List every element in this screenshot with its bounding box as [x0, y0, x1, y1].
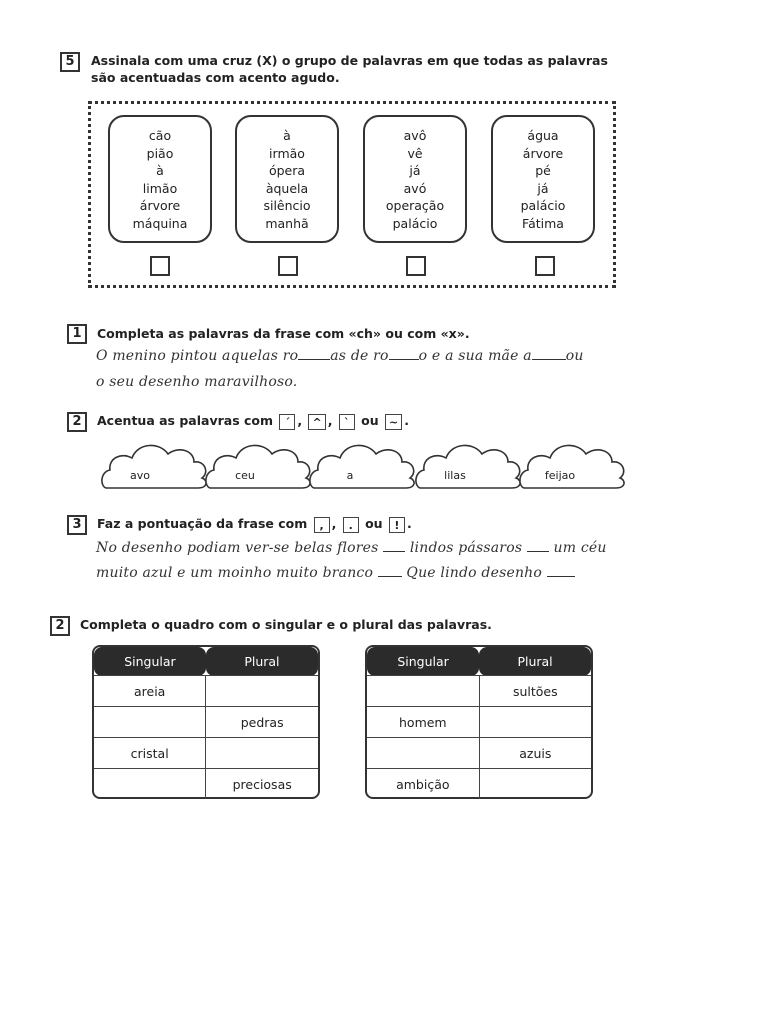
- or-text: ou: [365, 516, 383, 531]
- question-number-3: 3: [67, 515, 87, 535]
- sentence-text: as de ro: [330, 348, 389, 364]
- tilde-key: ~: [385, 414, 402, 430]
- instruction-end: .: [404, 413, 409, 428]
- circumflex-accent-key: ^: [308, 414, 325, 430]
- sentence-text: ou: [565, 348, 584, 364]
- instruction-end: .: [406, 516, 412, 531]
- word: já: [537, 180, 549, 196]
- table-cell[interactable]: [94, 707, 206, 738]
- punctuation-blank-4[interactable]: [547, 575, 575, 577]
- instruction-line-2: são acentuadas com acento agudo.: [91, 70, 340, 85]
- instruction-text: Completa o quadro com o: [80, 617, 265, 632]
- instruction-line-1: Assinala com uma cruz (X) o grupo de palavras em que todas as palavras: [91, 53, 608, 68]
- comma: ,: [331, 516, 337, 531]
- cloud-word-1: avo: [130, 469, 150, 482]
- table-cell[interactable]: cristal: [94, 738, 206, 769]
- word: já: [409, 163, 421, 178]
- word: silêncio: [263, 198, 311, 213]
- table-row: [94, 769, 318, 800]
- question-2b-instruction: [80, 616, 492, 633]
- sentence-line-1: [96, 348, 584, 364]
- checkbox-group-4[interactable]: [535, 256, 555, 276]
- punctuation-blank-3[interactable]: [378, 575, 402, 577]
- question-number-2: 2: [67, 412, 87, 432]
- table-row: [367, 707, 591, 738]
- word: árvore: [139, 198, 181, 213]
- word-group-4: [491, 115, 595, 243]
- checkbox-group-3[interactable]: [406, 256, 426, 276]
- word: Fátima: [522, 215, 564, 231]
- sentence-line-2: o seu desenho maravilhoso.: [96, 374, 298, 390]
- question-5-instruction: [91, 52, 608, 86]
- table-cell[interactable]: homem: [367, 707, 479, 738]
- cloud-word-3: a: [346, 469, 354, 482]
- word: árvore: [522, 145, 564, 161]
- acute-accent-key: ´: [279, 414, 295, 430]
- word-group-3: [363, 115, 467, 243]
- fill-blank-2[interactable]: [389, 358, 419, 360]
- cloud-shapes: [98, 432, 628, 494]
- question-number-2b: 2: [50, 616, 70, 636]
- table-header-row: [367, 647, 591, 676]
- instruction-text: das palavras.: [393, 617, 492, 632]
- table-row: [94, 738, 318, 769]
- word: ópera: [268, 163, 306, 178]
- word: àquela: [265, 180, 309, 196]
- word: máquina: [132, 215, 188, 231]
- word: vê: [407, 145, 423, 161]
- sentence-text: No desenho podiam ver-se belas flores: [96, 540, 379, 556]
- table-row: [367, 738, 591, 769]
- instruction-text: ou com: [381, 326, 441, 341]
- table-row: [367, 769, 591, 800]
- sentence-text: O menino pintou aquelas ro: [96, 348, 299, 364]
- instruction-end: .: [464, 326, 470, 341]
- word-group-2: [235, 115, 339, 243]
- word: à: [283, 128, 291, 143]
- word: avó: [403, 180, 427, 196]
- column-header-plural: Plural: [479, 647, 591, 676]
- sentence-text: muito azul e um moinho muito branco: [96, 565, 374, 581]
- table-cell[interactable]: preciosas: [206, 769, 318, 800]
- cloud-word-2: ceu: [235, 469, 255, 482]
- table-cell[interactable]: [94, 769, 206, 800]
- table-row: [94, 676, 318, 707]
- table-cell[interactable]: [206, 676, 318, 707]
- column-header-singular: Singular: [94, 647, 206, 676]
- punctuation-blank-2[interactable]: [527, 550, 549, 552]
- word: limão: [142, 180, 178, 196]
- table-cell[interactable]: [479, 707, 591, 738]
- table-cell[interactable]: ambição: [367, 769, 479, 800]
- question-1-instruction: [97, 325, 470, 342]
- word-group-1: [108, 115, 212, 243]
- instruction-text: Completa as palavras da frase com: [97, 326, 349, 341]
- word: manhã: [265, 215, 309, 231]
- cloud-word-5: feijao: [544, 469, 576, 482]
- word: avô: [403, 128, 427, 143]
- exclamation-key: !: [389, 517, 405, 533]
- singular-plural-table-right: [367, 647, 591, 799]
- word: à: [156, 163, 164, 178]
- table-row: [367, 676, 591, 707]
- sentence-text: lindos pássaros: [409, 540, 523, 556]
- question-number-1: 1: [67, 324, 87, 344]
- word: água: [527, 128, 559, 143]
- table-cell[interactable]: pedras: [206, 707, 318, 738]
- question-2-instruction: [97, 412, 409, 430]
- word: palácio: [392, 215, 438, 231]
- singular-plural-table-left: [94, 647, 318, 799]
- word: operação: [385, 198, 445, 213]
- comma: ,: [297, 413, 303, 428]
- sentence-text: um céu: [553, 540, 607, 556]
- table-cell[interactable]: azuis: [479, 738, 591, 769]
- word: palácio: [520, 198, 566, 213]
- fill-blank-1[interactable]: [298, 358, 330, 360]
- comma: ,: [327, 413, 333, 428]
- singular-word: singular: [264, 617, 323, 632]
- sentence-text: o e a sua mãe a: [418, 348, 532, 364]
- checkbox-group-2[interactable]: [278, 256, 298, 276]
- table-row: [94, 707, 318, 738]
- table-cell[interactable]: [367, 738, 479, 769]
- punctuation-blank-1[interactable]: [383, 550, 405, 552]
- comma-key: ,: [314, 517, 330, 533]
- word: irmão: [269, 145, 305, 161]
- instruction-text: e o: [322, 617, 353, 632]
- question-3-instruction: [97, 515, 412, 533]
- table-cell[interactable]: sultões: [479, 676, 591, 707]
- table-cell[interactable]: [367, 676, 479, 707]
- question-number-5: 5: [60, 52, 80, 72]
- plural-word: plural: [352, 617, 394, 632]
- table-cell[interactable]: areia: [94, 676, 206, 707]
- grave-accent-key: `: [339, 414, 355, 430]
- word: pé: [535, 163, 551, 178]
- instruction-text: Faz a pontuação da frase com: [97, 516, 308, 531]
- instruction-text: Acentua as palavras com: [97, 413, 274, 428]
- fill-blank-3[interactable]: [532, 358, 566, 360]
- cloud-word-4: lilas: [444, 469, 466, 482]
- table-header-row: [94, 647, 318, 676]
- or-text: ou: [361, 413, 379, 428]
- punctuation-line-1: [96, 540, 607, 556]
- option-x: «x»: [440, 326, 465, 341]
- table-cell[interactable]: [479, 769, 591, 800]
- checkbox-group-1[interactable]: [150, 256, 170, 276]
- table-cell[interactable]: [206, 738, 318, 769]
- period-key: .: [343, 517, 359, 533]
- column-header-singular: Singular: [367, 647, 479, 676]
- option-ch: «ch»: [348, 326, 382, 341]
- sentence-text: Que lindo desenho: [406, 565, 543, 581]
- column-header-plural: Plural: [206, 647, 318, 676]
- word: cão: [148, 128, 172, 143]
- word: pião: [146, 145, 174, 161]
- punctuation-line-2: [96, 565, 575, 581]
